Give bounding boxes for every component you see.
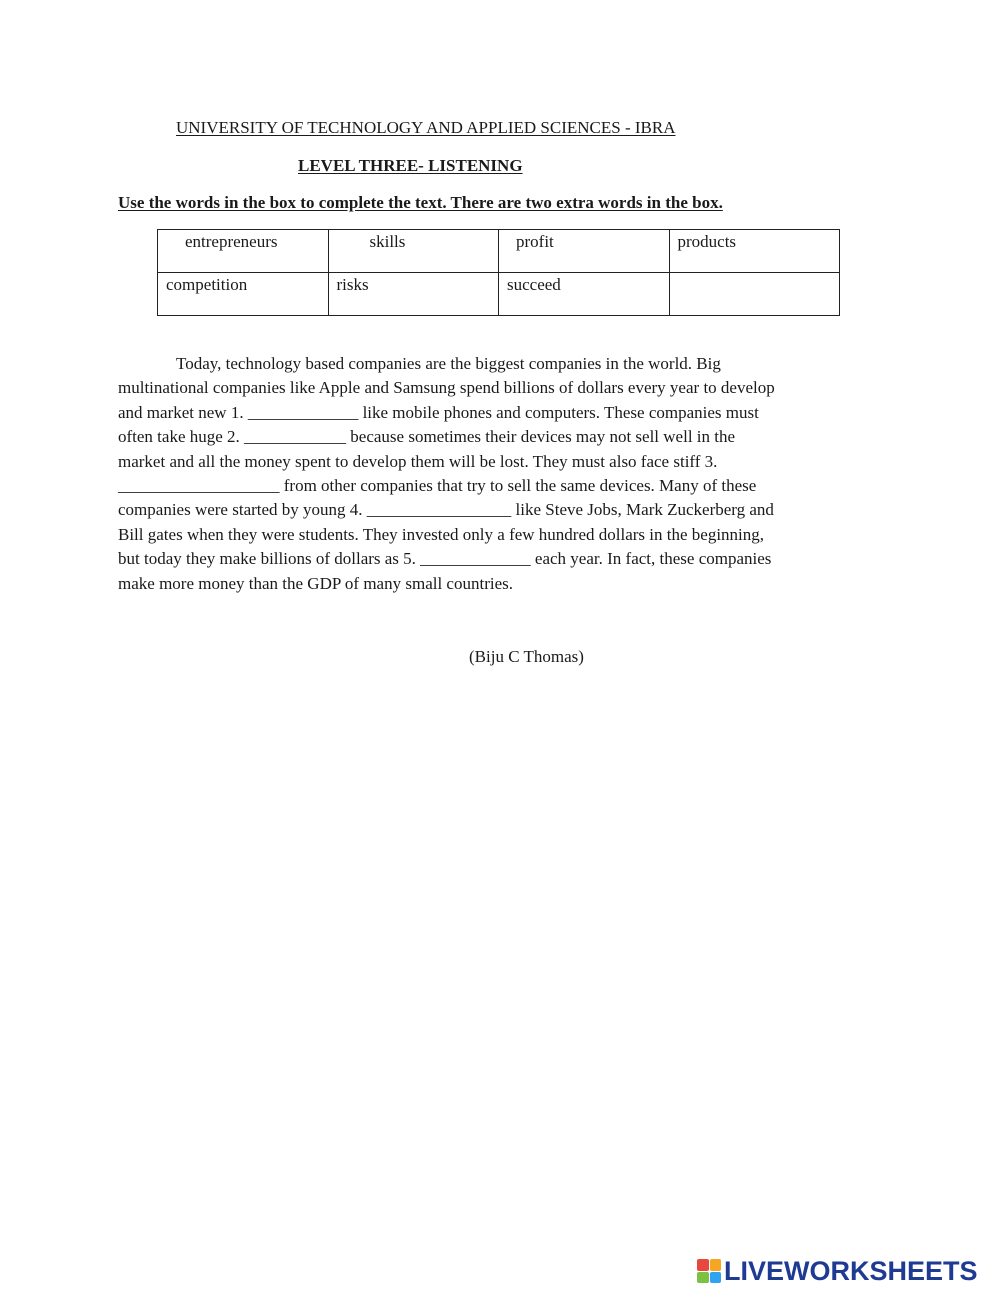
- passage-line: Bill gates when they were students. They invested only a few hundred dollars in the beginning,: [118, 524, 765, 544]
- word-box-table: [157, 229, 840, 316]
- passage-line: ___________________ from other companies that try to sell the same devices. Many of these: [118, 476, 757, 496]
- liveworksheets-logo-icon: [697, 1259, 721, 1283]
- word-box-cell: succeed: [499, 273, 670, 316]
- word-box-cell: skills: [328, 230, 499, 273]
- instruction-text: Use the words in the box to complete the text. There are two extra words in the box.: [118, 193, 723, 212]
- word-box-cell: products: [669, 230, 840, 273]
- level-title: LEVEL THREE- LISTENING: [298, 156, 523, 175]
- word-box-row: [158, 230, 840, 273]
- logo-square-icon: [710, 1259, 722, 1271]
- passage-line: multinational companies like Apple and Samsung spend billions of dollars every year to develop: [118, 378, 775, 398]
- passage-line: but today they make billions of dollars as 5. _____________ each year. In fact, these companies: [118, 549, 772, 569]
- liveworksheets-wordmark: LIVEWORKSHEETS: [724, 1255, 978, 1286]
- author-credit: (Biju C Thomas): [469, 647, 584, 666]
- liveworksheets-branding: [697, 1256, 978, 1286]
- passage-line: companies were started by young 4. _________________ like Steve Jobs, Mark Zuckerberg and: [118, 500, 774, 520]
- word-box-cell: entrepreneurs: [158, 230, 329, 273]
- passage-text: [118, 352, 888, 596]
- passage-line: market and all the money spent to develop them will be lost. They must also face stiff 3.: [118, 451, 718, 471]
- passage-line: often take huge 2. ____________ because sometimes their devices may not sell well in the: [118, 427, 736, 447]
- word-box-cell: [669, 273, 840, 316]
- passage-line: make more money than the GDP of many small countries.: [118, 573, 514, 593]
- passage-line: Today, technology based companies are the biggest companies in the world. Big: [176, 354, 721, 373]
- word-box-row: [158, 273, 840, 316]
- logo-square-icon: [710, 1272, 722, 1284]
- logo-square-icon: [697, 1272, 709, 1284]
- passage-line: and market new 1. _____________ like mobile phones and computers. These companies must: [118, 402, 759, 422]
- word-box-cell: profit: [499, 230, 670, 273]
- word-box-cell: risks: [328, 273, 499, 316]
- logo-square-icon: [697, 1259, 709, 1271]
- university-title: UNIVERSITY OF TECHNOLOGY AND APPLIED SCIENCES - IBRA: [176, 118, 676, 137]
- word-box-cell: competition: [158, 273, 329, 316]
